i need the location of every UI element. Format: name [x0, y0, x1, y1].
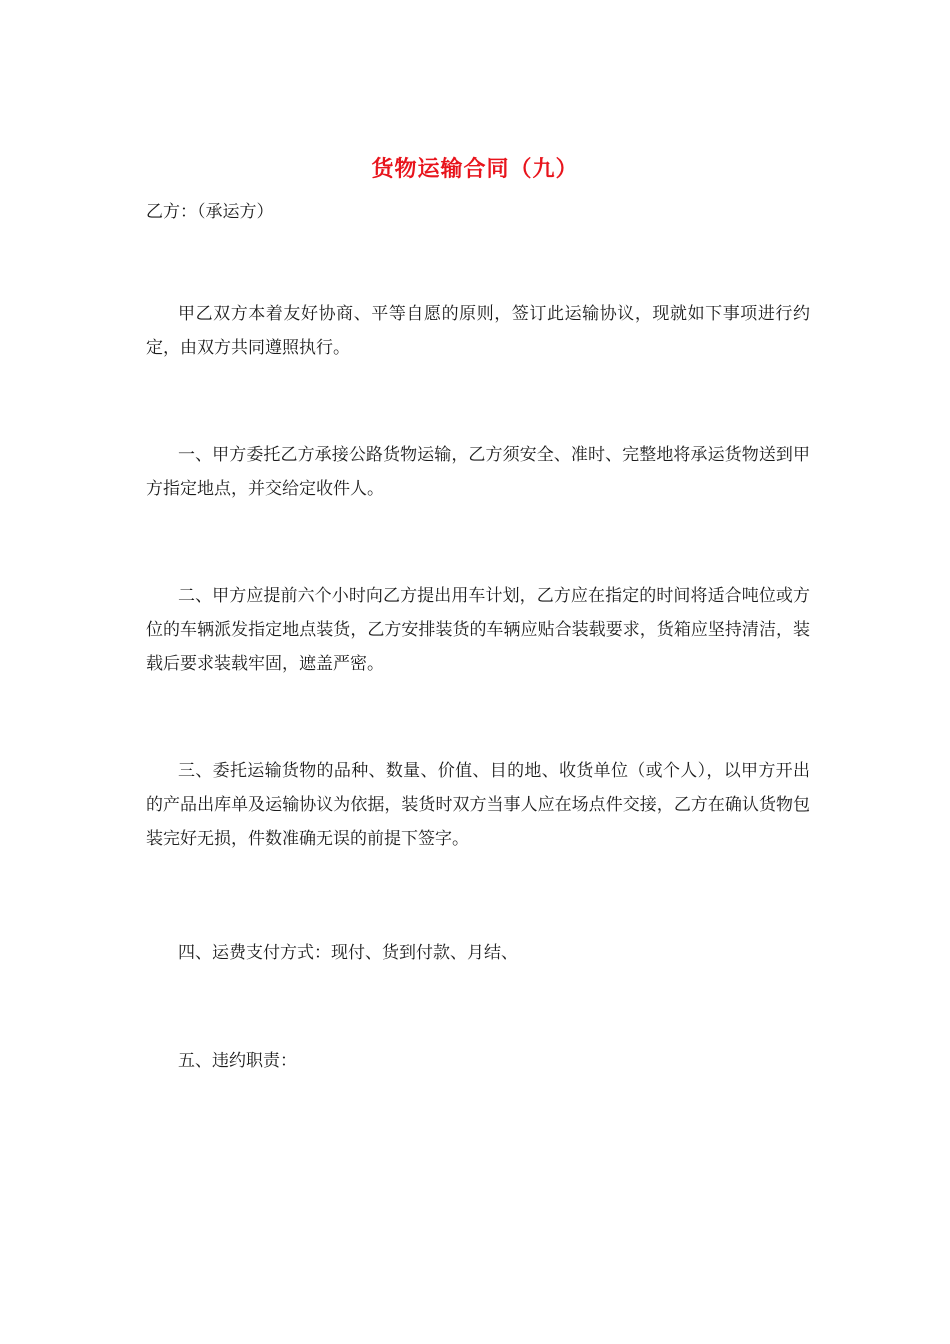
- paragraph-clause-3: 三、委托运输货物的品种、数量、价值、目的地、收货单位（或个人），以甲方开出的产品出库单及运输协议为依据，装货时双方当事人应在场点件交接，乙方在确认货物包装完好无损，件数准确无误的前提下签字。: [146, 761, 810, 849]
- paragraph-clause-1: 一、甲方委托乙方承接公路货物运输，乙方须安全、准时、完整地将承运货物送到甲方指定地点，并交给定收件人。: [146, 445, 810, 499]
- paragraph-clause-2: 二、甲方应提前六个小时向乙方提出用车计划，乙方应在指定的时间将适合吨位或方位的车辆派发指定地点装货，乙方安排装货的车辆应贴合装载要求，货箱应坚持清洁，装载后要求装载牢固，遮盖严密。: [146, 586, 810, 674]
- paragraph-clause-4: 四、运费支付方式：现付、货到付款、月结、: [178, 943, 518, 963]
- paragraph-preamble: 甲乙双方本着友好协商、平等自愿的原则，签订此运输协议，现就如下事项进行约定，由双方共同遵照执行。: [146, 304, 810, 358]
- party-b-line: 乙方：（承运方）: [146, 202, 274, 222]
- paragraph-clause-5: 五、违约职责：: [178, 1051, 297, 1071]
- document-title: 货物运输合同（九）: [371, 156, 579, 182]
